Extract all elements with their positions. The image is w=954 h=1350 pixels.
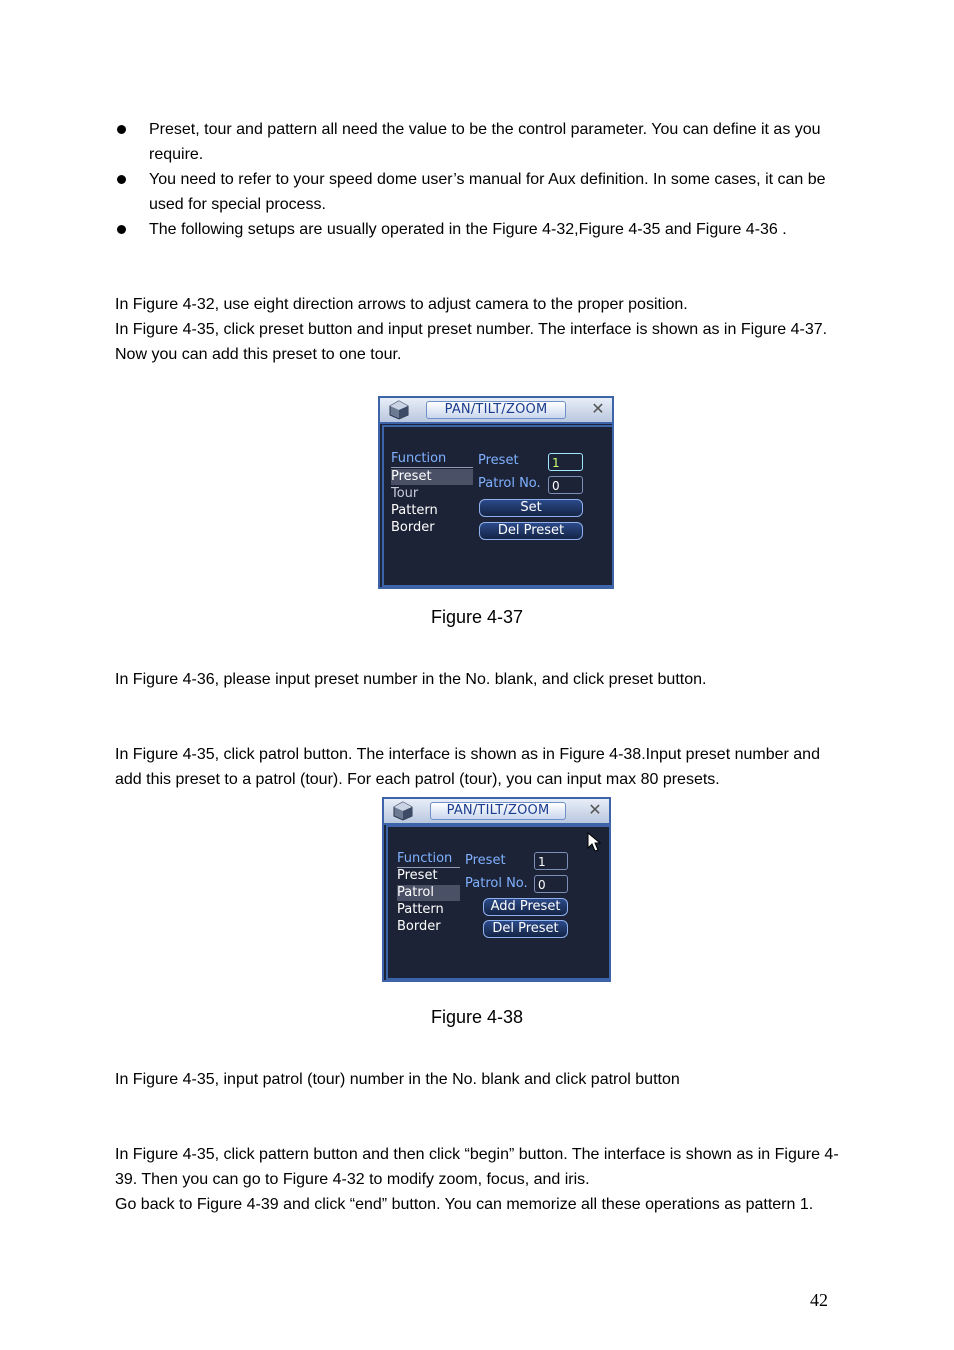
menu-heading-function: Function <box>391 451 473 468</box>
menu-item-pattern[interactable]: Pattern <box>397 902 444 917</box>
paragraph-preset-number: In Figure 4-36, please input preset number in the No. blank, and click preset button. <box>115 671 707 688</box>
menu-item-tour[interactable]: Tour <box>391 486 419 501</box>
figure-38-caption: Figure 4-38 <box>430 1007 524 1027</box>
ptz-logo-icon <box>392 801 414 821</box>
ptz-logo-icon <box>388 400 410 420</box>
dialog-titlebar <box>384 799 609 825</box>
preset-label: Preset <box>478 453 519 468</box>
ptz-dialog-figure-37 <box>378 396 614 589</box>
del-preset-button[interactable]: Del Preset <box>483 920 568 938</box>
menu-item-border[interactable]: Border <box>397 919 441 934</box>
ptz-dialog-figure-38 <box>382 797 611 982</box>
paragraph-preset: In Figure 4-32, use eight direction arrows to adjust camera to the proper position. In Figure 4-35, click preset button and input preset number. The interface is shown as in Figure 4-37. Now you can add this preset to one tour. <box>115 296 828 363</box>
patrol-no-label: Patrol No. <box>478 476 541 491</box>
menu-item-preset[interactable]: Preset <box>397 868 438 883</box>
page-number: 42 <box>810 1290 828 1310</box>
dialog-titlebar <box>380 398 612 424</box>
preset-input[interactable]: 1 <box>534 852 568 870</box>
menu-item-pattern[interactable]: Pattern <box>391 503 438 518</box>
del-preset-button[interactable]: Del Preset <box>479 522 583 540</box>
paragraph-pattern: In Figure 4-35, click pattern button and then click “begin” button. The interface is shown as in Figure 4-39. Then you can go to Figure 4-32 to modify zoom, focus, and iris. Go back to Figure 4-39 and click “end” button. You can memorize all these operations as pattern 1. <box>115 1146 839 1213</box>
dialog-title: PAN/TILT/ZOOM <box>426 401 566 419</box>
menu-item-border[interactable]: Border <box>391 520 435 535</box>
patrol-no-label: Patrol No. <box>465 876 528 891</box>
add-preset-button[interactable]: Add Preset <box>483 898 568 916</box>
patrol-no-input[interactable]: 0 <box>548 476 583 494</box>
paragraph-patrol-number: In Figure 4-35, input patrol (tour) number in the No. blank and click patrol button <box>115 1071 680 1088</box>
mouse-cursor-icon <box>587 832 601 852</box>
bullet-dot-icon <box>117 225 126 234</box>
close-icon[interactable]: ✕ <box>588 800 602 819</box>
bullet-list <box>115 117 840 242</box>
dialog-title: PAN/TILT/ZOOM <box>430 802 566 820</box>
bullet-dot-icon <box>117 125 126 134</box>
patrol-no-input[interactable]: 0 <box>534 875 568 893</box>
bullet-item: Preset, tour and pattern all need the value to be the control parameter. You can define it as you require. <box>115 117 840 167</box>
figure-37-caption: Figure 4-37 <box>430 607 524 627</box>
menu-heading-function: Function <box>397 851 460 868</box>
preset-label: Preset <box>465 853 506 868</box>
bullet-dot-icon <box>117 175 126 184</box>
menu-item-patrol[interactable]: Patrol <box>397 885 460 901</box>
set-button[interactable]: Set <box>479 499 583 517</box>
paragraph-patrol: In Figure 4-35, click patrol button. The interface is shown as in Figure 4-38.Input preset number and add this preset to a patrol (tour). For each patrol (tour), you can input max 80 presets. <box>115 746 820 788</box>
close-icon[interactable]: ✕ <box>591 399 605 418</box>
bullet-item: You need to refer to your speed dome user’s manual for Aux definition. In some cases, it can be used for special process. <box>115 167 840 217</box>
bullet-item: The following setups are usually operated in the Figure 4-32,Figure 4-35 and Figure 4-36 . <box>115 217 840 242</box>
menu-item-preset[interactable]: Preset <box>391 469 473 485</box>
preset-input[interactable]: 1 <box>548 453 583 471</box>
